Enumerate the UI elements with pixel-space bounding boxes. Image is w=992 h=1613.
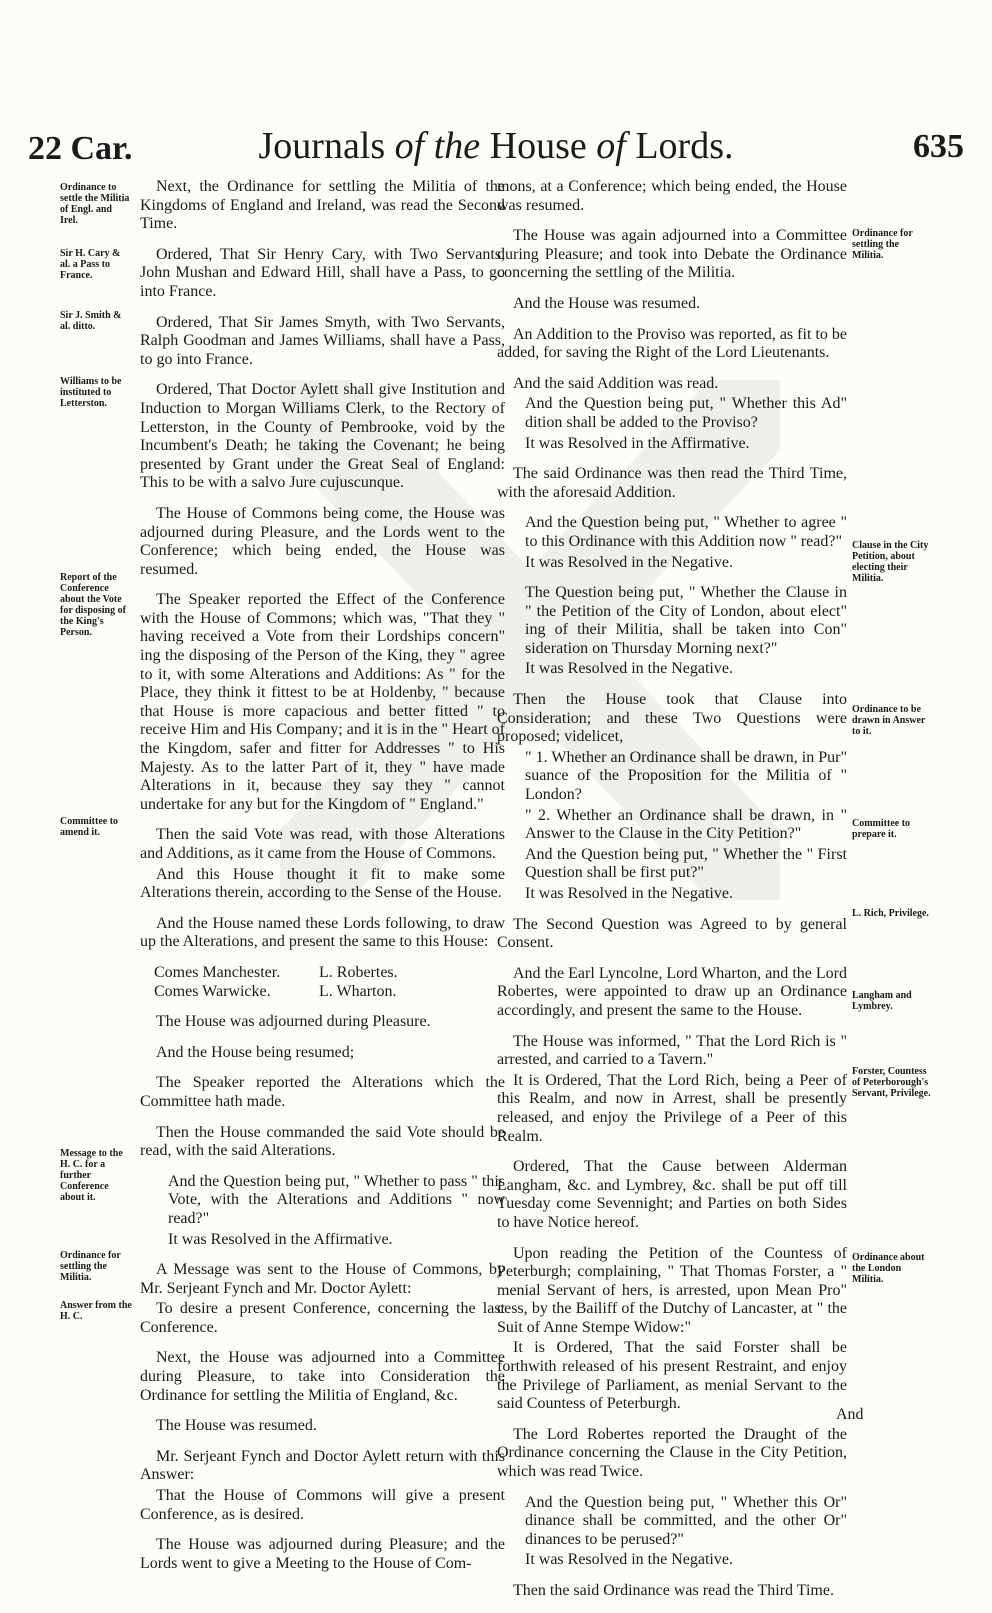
entry-paragraph: Then the House took that Clause into Consideration; and these Two Questions were proposed; videlicet, (497, 691, 847, 746)
margin-note: Ordinance to be drawn in Answer to it. (852, 704, 926, 737)
margin-note: L. Rich, Privilege. (852, 908, 929, 919)
resolution: It was Resolved in the Affirmative. (168, 1230, 393, 1248)
entry-paragraph: Mr. Serjeant Fynch and Doctor Aylett return with this Answer: (140, 1447, 505, 1484)
entry-paragraph: Ordered, That Sir James Smyth, with Two Servants, Ralph Goodman and James Williams, shall have a Pass, to go into France. (140, 313, 505, 368)
left-column (140, 178, 505, 1585)
entry-paragraph: The Speaker reported the Effect of the Conference with the House of Commons; which was, "That they " having received a Vote from their Lordships concern" ing the disposing of the Person of the King, they " agree to it, with some Alterations and Additions: As " for the Place, they think it fittest to be at Holdenby, " because that House is more capacious and better fitted " to receive Him and His Company; and it is in the " Heart of the Kingdom, safer and fitter for Addresses " to His Majesty. As to the latter Part of it, they " have made Alterations in it, because they say they " cannot undertake for any but for the Kingdom of " England." (140, 591, 505, 813)
margin-note: Report of the Conference about the Vote for disposing of the King's Person. (60, 572, 126, 638)
entry-paragraph: An Addition to the Proviso was reported, as fit to be added, for saving the Right of the Lord Lieutenants. (497, 325, 847, 362)
lord-name: L. Robertes. (319, 963, 398, 981)
margin-note: Committee to amend it. (60, 816, 119, 838)
entry-paragraph: Then the said Vote was read, with those Alterations and Additions, as it came from the House of Commons. (140, 826, 505, 862)
entry-paragraph: That the House of Commons will give a present Conference, as is desired. (140, 1487, 505, 1523)
margin-note: Message to the H. C. for a further Conference about it. (60, 1148, 123, 1203)
entry-paragraph: It is Ordered, That the Lord Rich, being a Peer of this Realm, and now in Arrest, shall be presently released, and enjoy the Privilege of a Peer of this Realm. (497, 1071, 847, 1145)
entry-paragraph: The House was resumed. (156, 1417, 317, 1435)
entry-paragraph: And the House was resumed. (513, 294, 701, 312)
margin-note: Sir J. Smith & al. ditto. (60, 310, 122, 332)
margin-note: Sir H. Cary & al. a Pass to France. (60, 248, 121, 281)
page-number: 635 (913, 128, 964, 165)
title-word: of (394, 125, 425, 167)
margin-note: Ordinance about the London Militia. (852, 1252, 925, 1285)
title-word: the (433, 125, 481, 167)
entry-paragraph: The House was adjourned during Pleasure. (156, 1013, 431, 1031)
journal-title (28, 124, 964, 168)
margin-note: Committee to prepare it. (852, 818, 911, 840)
entry-paragraph: Then the House commanded the said Vote should be read, with the said Alterations. (140, 1123, 505, 1160)
entry-paragraph: Next, the Ordinance for settling the Militia of the Kingdoms of England and Ireland, was read the Second Time. (140, 178, 505, 233)
resolution: It was Resolved in the Negative. (525, 660, 733, 678)
committee-lords (154, 964, 505, 1001)
entry-paragraph: Ordered, That Sir Henry Cary, with Two Servants, John Mushan and Edward Hill, shall have a Pass, to go into France. (140, 245, 505, 300)
margin-note: Answer from the H. C. (60, 1300, 132, 1322)
entry-paragraph: It is Ordered, That the said Forster shall be forthwith released of his present Restraint, and enjoy the Privilege of Parliament, as menial Servant to the said Countess of Peterburgh. (497, 1339, 847, 1413)
resolution: It was Resolved in the Negative. (525, 553, 733, 571)
title-word: Lords. (635, 125, 734, 167)
entry-paragraph: Then the said Ordinance was read the Third Time. (513, 1582, 834, 1599)
entry-paragraph: Ordered, That Doctor Aylett shall give Institution and Induction to Morgan Williams Clerk, to the Rectory of Letterston, in the County of Pembrooke, void by the Incumbent's Death; he taking the Covenant; he being presented by Grant under the Great Seal of England: This to be with a salvo Jure cujuscunque. (140, 381, 505, 492)
entry-paragraph: The Second Question was Agreed to by general Consent. (497, 915, 847, 952)
margin-note: Forster, Countess of Peterborough's Servant, Privilege. (852, 1066, 931, 1099)
entry-paragraph: And the House named these Lords following, to draw up the Alterations, and present the same to this House: (140, 914, 505, 951)
entry-paragraph: The Speaker reported the Alterations which the Committee hath made. (140, 1074, 505, 1110)
question-paragraph: The Question being put, " Whether the Clause in " the Petition of the City of London, about elect" ing of their Militia, shall be taken into Con" sideration on Thursday Morning next?" (525, 584, 847, 657)
entry-paragraph: The Lord Robertes reported the Draught of the Ordinance concerning the Clause in the City Petition, which was read Twice. (497, 1425, 847, 1481)
entry-paragraph: mons, at a Conference; which being ended, the House was resumed. (497, 178, 847, 214)
entry-paragraph: And this House thought it fit to make some Alterations therein, according to the Sense of the House. (140, 865, 505, 902)
resolution: It was Resolved in the Negative. (525, 885, 733, 902)
entry-paragraph: Upon reading the Petition of the Countess of Peterburgh; complaining, " That Thomas Forster, a " menial Servant of hers, is arrested, upon Mean Pro" cess, by the Bailiff of the Dutchy of Lancaster, at " the Suit of Anne Stempe Widow:" (497, 1244, 847, 1336)
entry-paragraph: And the said Addition was read. (513, 374, 719, 392)
entry-paragraph: To desire a present Conference, concerning the last Conference. (140, 1300, 505, 1336)
question-paragraph: And the Question being put, " Whether this Or" dinance shall be committed, and the other Or" dinances to be perused?" (525, 1493, 847, 1548)
entry-paragraph: The said Ordinance was then read the Third Time, with the aforesaid Addition. (497, 465, 847, 501)
question-paragraph: " 1. Whether an Ordinance shall be drawn, in Pur" suance of the Proposition for the Militia of " London? (525, 748, 847, 804)
entry-paragraph: The House was again adjourned into a Committee during Pleasure; and took into Debate the Ordinance concerning the settling of the Militia. (497, 227, 847, 282)
entry-paragraph: Next, the House was adjourned into a Committee during Pleasure, to take into Consideration the Ordinance for settling the Militia of England, &c. (140, 1349, 505, 1404)
resolution: It was Resolved in the Negative. (525, 1551, 733, 1569)
regnal-year: 22 Car. (28, 130, 133, 167)
right-column (497, 178, 847, 1613)
margin-note: Ordinance to settle the Militia of Engl. and Irel. (60, 182, 130, 226)
entry-paragraph: And the Earl Lyncolne, Lord Wharton, and the Lord Robertes, were appointed to draw up an Ordinance accordingly, and present the same to the House. (497, 964, 847, 1019)
lord-name: Comes Manchester. (154, 963, 281, 981)
margin-note: Williams to be instituted to Letterston. (60, 376, 122, 409)
margin-note: Ordinance for settling the Militia. (852, 228, 913, 261)
entry-paragraph: The House of Commons being come, the House was adjourned during Pleasure, and the Lords went to the Conference; which being ended, the House was resumed. (140, 504, 505, 578)
resolution: It was Resolved in the Affirmative. (525, 434, 750, 452)
title-word: Journals (258, 125, 386, 167)
question-paragraph: And the Question being put, " Whether to pass " this Vote, with the Alterations and Additions " now read?" (168, 1172, 505, 1227)
question-paragraph: And the Question being put, " Whether this Ad" dition shall be added to the Proviso? (525, 395, 847, 431)
question-paragraph: And the Question being put, " Whether the " First Question shall be first put?" (525, 845, 847, 882)
margin-note: Clause in the City Petition, about electing their Militia. (852, 540, 929, 584)
margin-note: Ordinance for settling the Militia. (60, 1250, 121, 1283)
title-word: of (596, 125, 626, 167)
entry-paragraph: The House was informed, " That the Lord Rich is " arrested, and carried to a Tavern." (497, 1032, 847, 1069)
question-paragraph: And the Question being put, " Whether to agree " to this Ordinance with this Addition now " read?" (525, 514, 847, 550)
margin-note: Langham and Lymbrey. (852, 990, 912, 1012)
lord-name: Comes Warwicke. (154, 982, 271, 1000)
entry-paragraph: The House was adjourned during Pleasure; and the Lords went to give a Meeting to the House of Com- (140, 1536, 505, 1572)
title-word: House (489, 125, 587, 167)
catchword: And (836, 1406, 864, 1423)
question-paragraph: " 2. Whether an Ordinance shall be drawn, in " Answer to the Clause in the City Petition?" (525, 806, 847, 843)
entry-paragraph: And the House being resumed; (156, 1043, 355, 1061)
entry-paragraph: Ordered, That the Cause between Alderman Langham, &c. and Lymbrey, &c. shall be put off till Tuesday come Sevennight; and Parties on both Sides to have Notice hereof. (497, 1158, 847, 1231)
lord-name: L. Wharton. (319, 982, 397, 1000)
entry-paragraph: A Message was sent to the House of Commons, by Mr. Serjeant Fynch and Mr. Doctor Aylett: (140, 1261, 505, 1297)
page-header (28, 118, 964, 176)
